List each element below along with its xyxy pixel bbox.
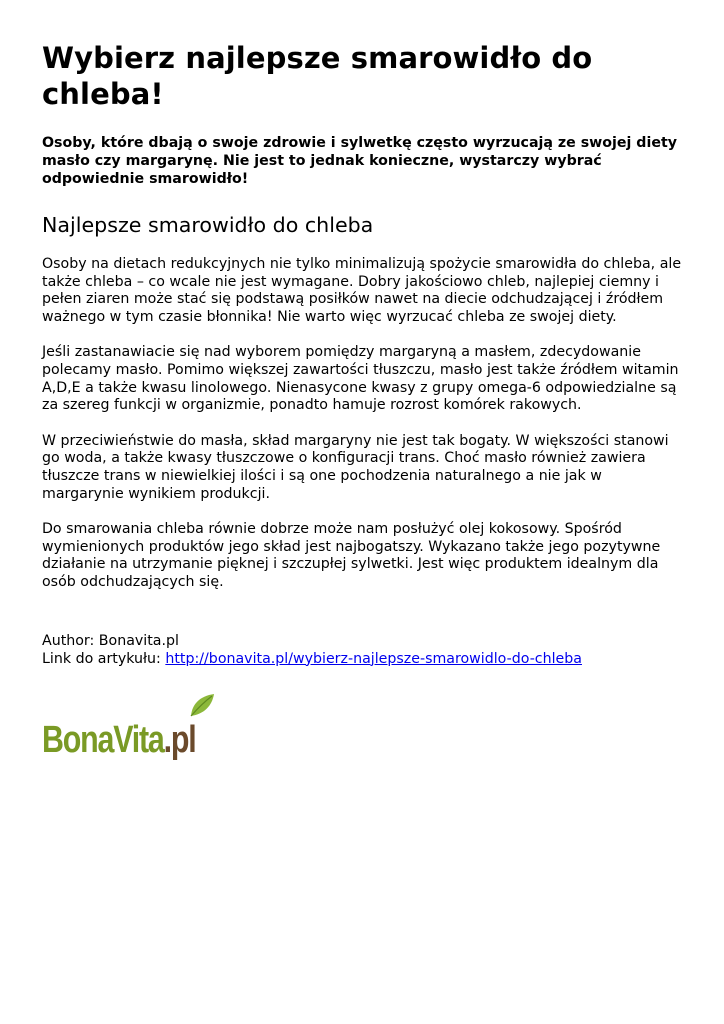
link-label: Link do artykułu: bbox=[42, 650, 166, 667]
article-paragraph-2: Jeśli zastanawiacie się nad wyborem pomiędzy margaryną a masłem, zdecydowanie polecamy masło. Pomimo większej zawartości tłuszczu, masło jest także źródłem witamin A,D,E a także kwasu linolowego. Nienasycone kwasy z grupy omega-6 odpowiedzialne są za szereg funkcji w organizmie, ponadto hamuje rozrost komórek rakowych. bbox=[42, 344, 679, 414]
article-paragraph-1: Osoby na dietach redukcyjnych nie tylko minimalizują spożycie smarowidła do chleba, ale także chleba – co wcale nie jest wymagane. Dobry jakościowo chleb, najlepiej ciemny i pełen ziaren może stać się podstawą posiłków nawet na diecie odchudzającej i źródłem ważnego w tym czasie błonnika! Nie warto więc wyrzucać chleba ze swojej diety. bbox=[42, 256, 682, 325]
article-paragraph-4: Do smarowania chleba równie dobrze może nam posłużyć olej kokosowy. Spośród wymienionych produktów jego skład jest najbogatszy. Wykazano także jego pozytywne działanie na utrzymanie pięknej i szczupłej sylwetki. Jest więc produktem idealnym dla osób odchudzających się. bbox=[42, 521, 661, 590]
logo-text: BonaVita.pl bbox=[42, 718, 196, 761]
link-line bbox=[42, 650, 687, 668]
article bbox=[42, 40, 687, 760]
article-paragraph-3: W przeciwieństwie do masła, skład margaryny nie jest tak bogaty. W większości stanowi go woda, a także kwasy tłuszczowe o konfiguracji trans. Choć masło również zawiera tłuszcze trans w niewielkiej ilości i są one pochodzenia naturalnego a nie jak w margarynie wynikiem produkcji. bbox=[42, 432, 669, 502]
article-subtitle: Najlepsze smarowidło do chleba bbox=[42, 213, 374, 237]
bonavita-logo bbox=[42, 692, 687, 760]
leaf-icon bbox=[188, 692, 216, 718]
page-title: Wybierz najlepsze smarowidło do chleba! bbox=[42, 41, 593, 111]
article-lead: Osoby, które dbają o swoje zdrowie i sylwetkę często wyrzucają ze swojej diety masło czy margarynę. Nie jest to jednak konieczne, wystarczy wybrać odpowiednie smarowidło! bbox=[42, 135, 677, 187]
article-meta bbox=[42, 632, 687, 668]
article-link[interactable]: http://bonavita.pl/wybierz-najlepsze-smarowidlo-do-chleba bbox=[165, 650, 582, 667]
author-line: Author: Bonavita.pl bbox=[42, 632, 179, 649]
